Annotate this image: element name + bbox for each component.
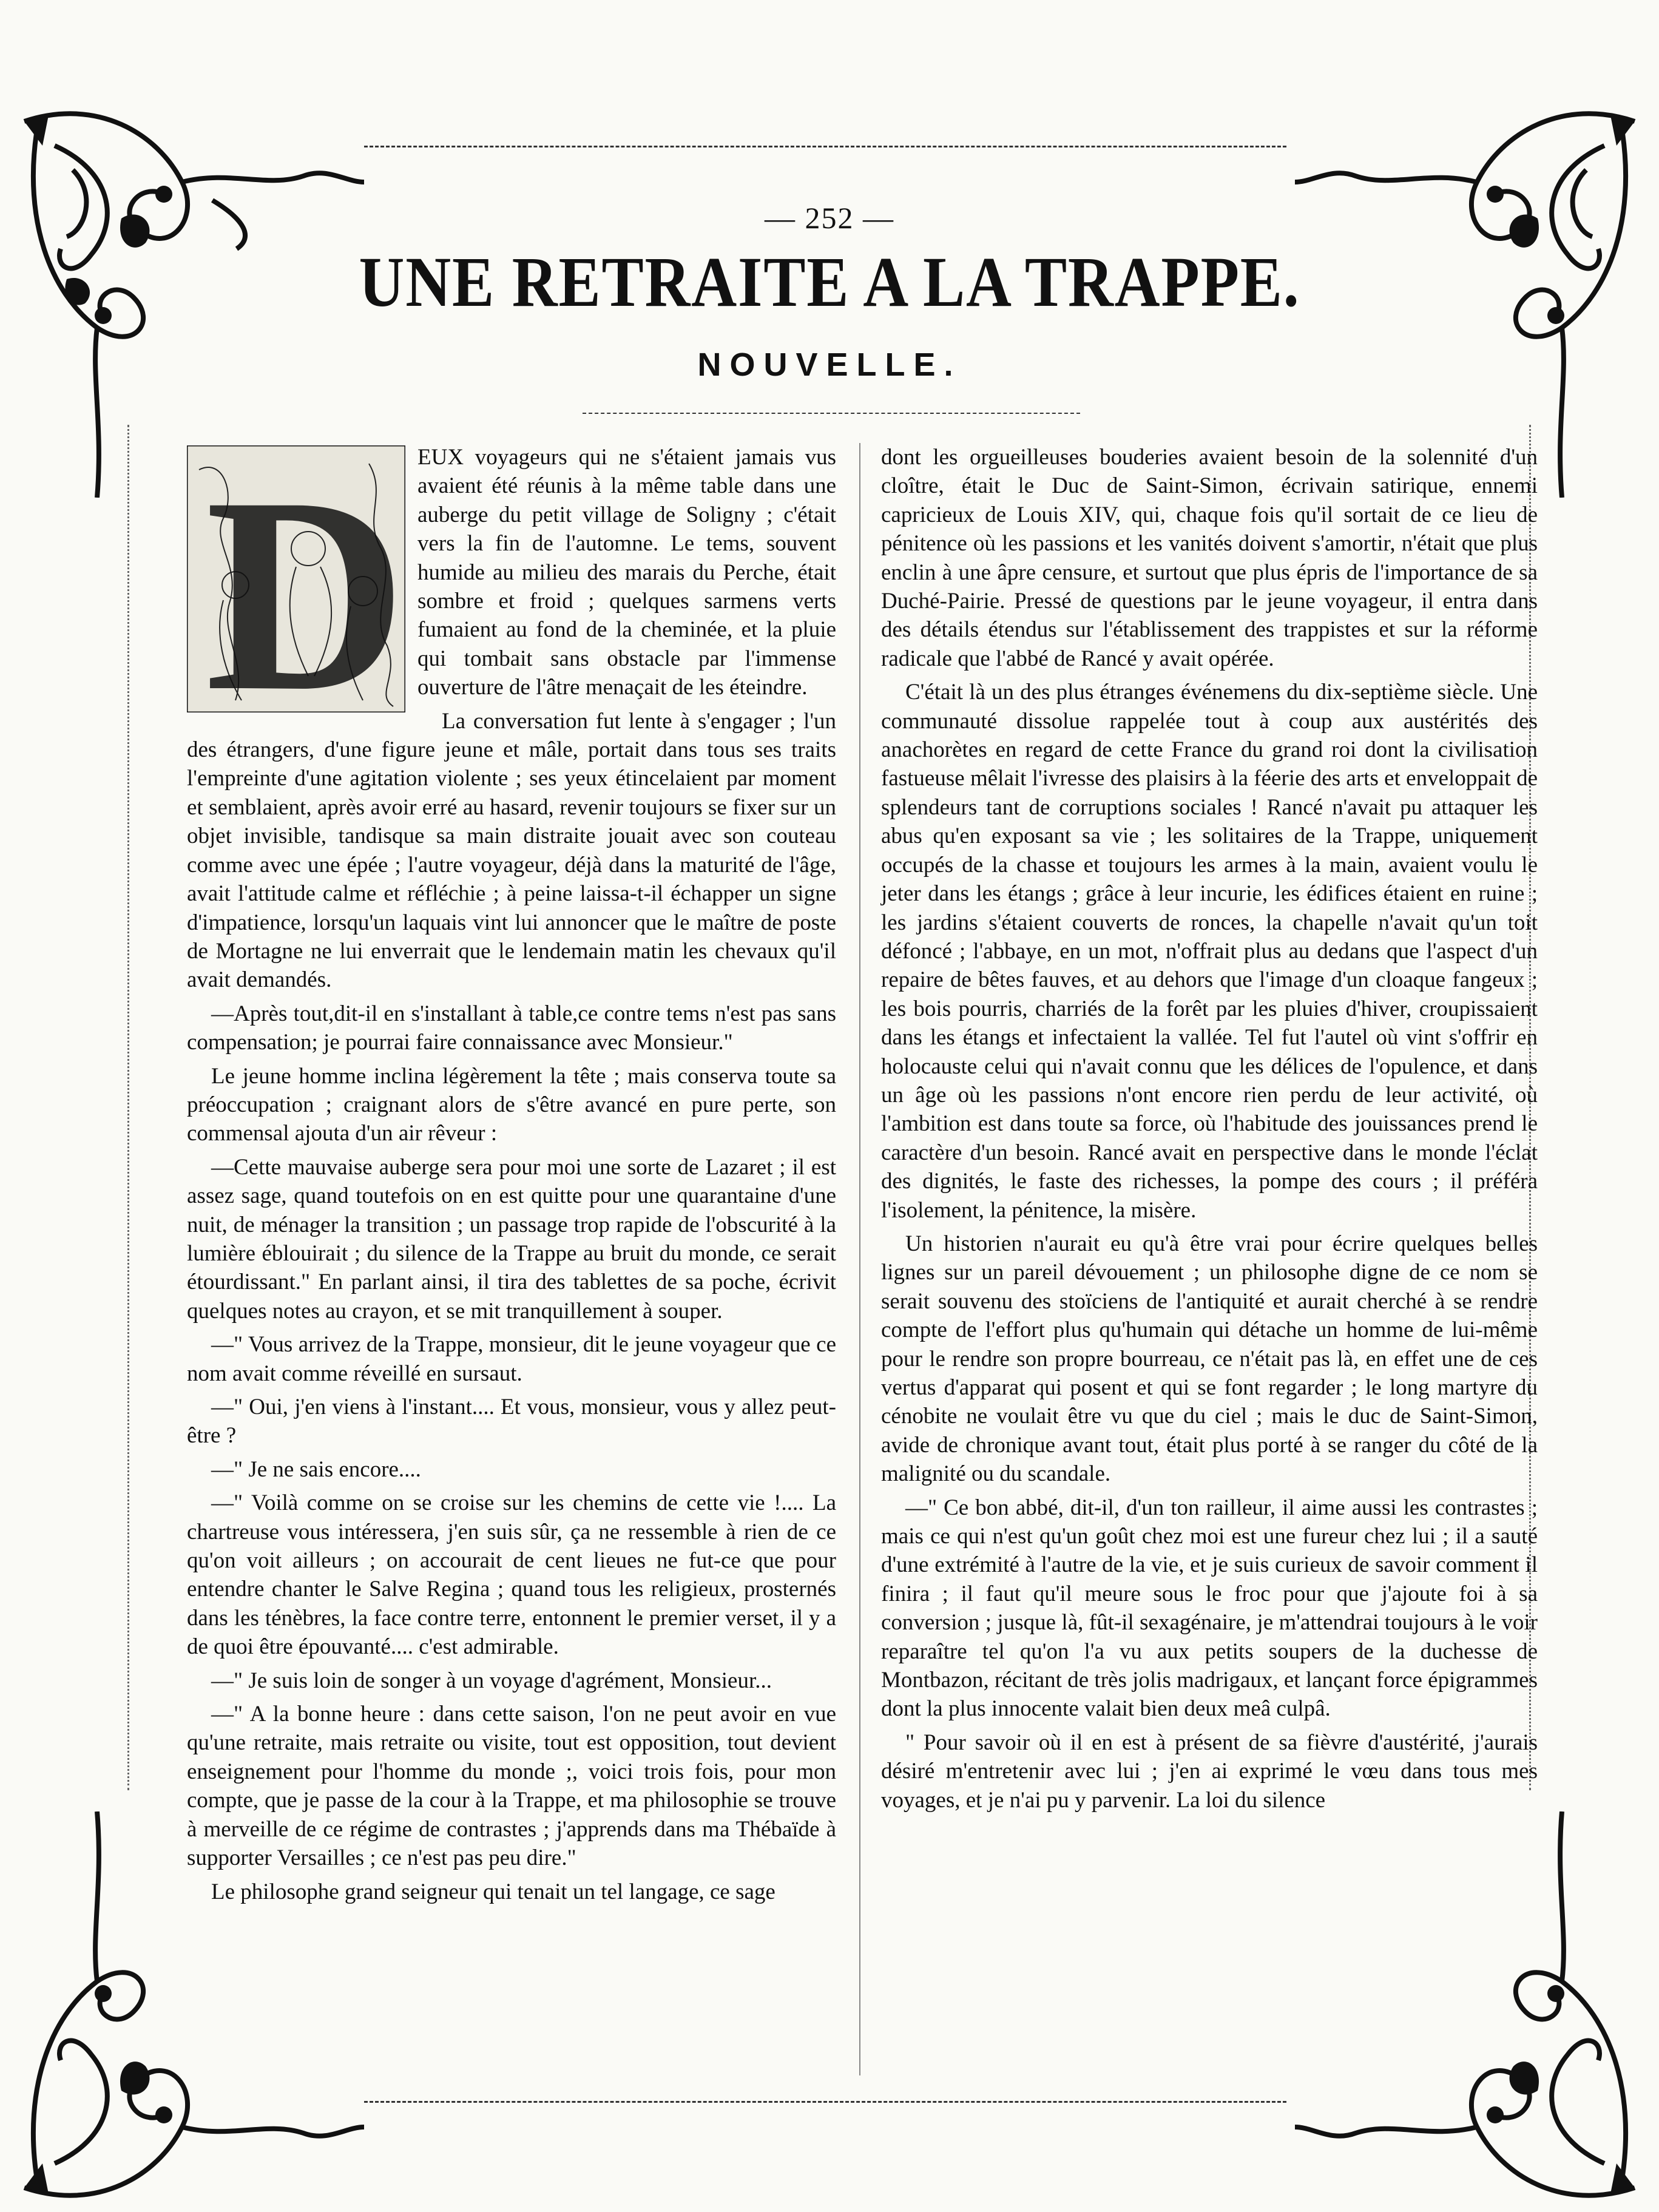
paragraph: dont les orgueilleuses bouderies avaient besoin de la solennité d'un cloître, était le Duc de Saint-Simon, écrivain satirique, ennemi capricieux de Louis XIV, qui, chaque fois qu'il sortait de ce lieu de pénitence où les passions et les vanités doivent s'amortir, n'était que plus enclin à une âpre censure, et surtout que plus épris de l'importance de sa Duché-Pairie. Pressé de questions par le jeune voyageur, il entra dans des détails étendus sur l'établissement des trappistes et sur la réforme radicale que l'abbé de Rancé y avait opérée. xyxy=(881,445,1538,671)
article-title: UNE RETRAITE A LA TRAPPE. xyxy=(359,242,1300,322)
paragraph: La conversation fut lente à s'engager ; l'un des étrangers, d'une figure jeune et mâle, portait dans tous ses traits l'empreinte d'une agitation violente ; ses yeux étincelaient par moment et semblaient, après avoir erré au hasard, revenir toujours se fixer sur un objet invisible, tandisque sa main distraite jouait avec son couteau comme avec une épée ; l'autre voyageur, déjà dans la maturité de l'âge, avait l'attitude calme et réfléchie ; à peine laissa-t-il échapper un signe d'impatience, lorsqu'un laquais vint lui annoncer que le maître de poste de Mortagne ne lui enverrait que le lendemain matin les chevaux qu'il avait demandés. xyxy=(187,708,836,993)
bottom-border-rule xyxy=(364,2101,1286,2103)
text-column-right xyxy=(881,443,1538,1819)
paragraph: —" Je ne sais encore.... xyxy=(211,1456,421,1482)
illuminated-dropcap xyxy=(187,445,405,712)
paragraph: C'était là un des plus étranges événemens du dix-septième siècle. Une communauté dissolue rappelée tout à coup aux austérités des anachorètes en regard de cette France du grand roi dont la civilisation fastueuse mêlait l'ivresse des plaisirs à la féerie des arts et enveloppait de splendeurs tant de corruptions sociales ! Rancé n'avait pu attaquer les abus qu'en exposant sa vie ; les solitaires de la Trappe, uniquement occupés de la chasse et toujours les armes à la main, avaient voulu le jeter dans les étangs ; grâce à leur incurie, les édifices étaient en ruine ; les jardins s'étaient couverts de ronces, la chapelle n'avait qu'un toit défoncé ; l'abbaye, en un mot, n'offrait plus au dedans que l'aspect d'un repaire de bêtes fauves, et au dehors que l'image d'un cloaque fangeux ; les bois pourris, charriés de la forêt par les pluies d'hiver, croupissaient dans les étangs et infectaient la vallée. Tel fut l'autel où vint s'offrir en holocauste celui qui n'avait connu que les délices de l'opulence, et dans un âge où les passions n'ont encore rien perdu de leur activité, où l'ambition est dans toute sa force, où l'habitude des jouissances prend le caractère d'un besoin. Rancé avait en perspective dans le monde l'éclat des dignités, le faste des richesses, la pompe des cours ; il préféra l'isolement, la pénitence, la misère. xyxy=(881,680,1538,1223)
paragraph: Un historien n'aurait eu qu'à être vrai pour écrire quelques belles lignes sur un pareil dévouement ; un philosophe digne de ce nom se serait souvenu des stoïciens de l'antiquité et aurait cherché à se rendre compte de l'effort plus qu'humain qui détache un homme de lui-même pour le rendre son propre bourreau, ce n'était pas là, en effet une de ces vertus d'apparat qui posent et qui se font regarder ; le long martyre du cénobite ne voulait être vu que du ciel ; mais le duc de Saint-Simon, avide de chronique avant tout, était plus porté à se ranger du côté de la malignité ou du scandale. xyxy=(881,1231,1538,1487)
title-separator xyxy=(583,413,1080,414)
paragraph: —" A la bonne heure : dans cette saison, l'on ne peut avoir en vue qu'une retraite, mais retraite ou visite, tout est opposition, tout devient enseignement pour l'homme du monde ;, voici trois fois, pour mon compte, que je passe de la cour à la Trappe, et ma philosophie se trouve à merveille de ce régime de contrastes ; j'apprends dans ma Thébaïde à supporter Versailles ; ce n'est pas peu dire." xyxy=(187,1702,836,1871)
paragraph: EUX voyageurs qui ne s'étaient jamais vus avaient été réunis à la même table dans une auberge du petit village de Soligny ; c'était vers la fin de l'automne. Le tems, souvent humide au milieu des marais du Perche, était sombre et froid ; quelques sarmens verts fumaient au fond de la cheminée, et la pluie qui tombait sans obstacle par l'immense ouverture de l'âtre menaçait de les éteindre. xyxy=(417,445,836,700)
paragraph: Le jeune homme inclina légèrement la tête ; mais conserva toute sa préoccupation ; craignant alors de s'être avancé en pure perte, son commensal ajouta d'un air rêveur : xyxy=(187,1063,836,1146)
paragraph: Le philosophe grand seigneur qui tenait un tel langage, ce sage xyxy=(211,1879,775,1904)
left-border-rule xyxy=(127,425,129,1790)
paragraph: —Cette mauvaise auberge sera pour moi une sorte de Lazaret ; il est assez sage, quand toutefois on en est quitte pour une quarantaine d'une nuit, de ménager la transition ; un passage trop rapide de l'obscurité à la lumière éblouirait ; du silence de la Trappe au bruit du monde, ce serait étourdissant." En parlant ainsi, il tira des tablettes de sa poche, écrivit quelques notes au crayon, et se mit tranquillement à souper. xyxy=(187,1154,836,1324)
text-column-left xyxy=(187,443,836,1911)
paragraph: —" Voilà comme on se croise sur les chemins de cette vie !.... La chartreuse vous intéressera, j'en suis sûr, ça ne ressemble à rien de ce qu'on voit ailleurs ; on accourait de cent lieues ne fut-ce que pour entendre chanter le Salve Regina ; quand tous les religieux, prosternés dans les ténèbres, la face contre terre, entonnent le premier verset, il y a de quoi être épouvanté.... c'est admirable. xyxy=(187,1490,836,1660)
paragraph: —" Ce bon abbé, dit-il, d'un ton railleur, il aime aussi les contrastes ; mais ce qui n'est qu'un goût chez moi est une fureur chez lui ; il a sauté d'une extrémité à l'autre de la vie, et je suis curieux de savoir comment il finira ; il faut qu'il meure sous le froc pour que j'ajoute foi à sa conversion ; jusque là, fût-il sexagénaire, je m'attendrai toujours à le voir reparaître tel qu'on l'a vu aux petits soupers de la duchesse de Montbazon, récitant de très jolis madrigaux, et lançant force épigrammes dont la plus innocente valait bien deux meâ culpâ. xyxy=(881,1495,1538,1722)
corner-ornament-bottom-right xyxy=(1295,1811,1659,2212)
paragraph: —Après tout,dit-il en s'installant à table,ce contre tems n'est pas sans compensation; je pourrai faire connaissance avec Monsieur." xyxy=(187,1001,836,1055)
paragraph: —" Oui, j'en viens à l'instant.... Et vous, monsieur, vous y allez peut-être ? xyxy=(187,1395,836,1449)
page-number: — 252 — xyxy=(765,201,894,235)
top-border-rule xyxy=(364,146,1286,147)
column-separator xyxy=(859,443,860,2075)
paragraph: " Pour savoir où il en est à présent de sa fièvre d'austérité, j'aurais désiré m'entretenir avec lui ; j'en ai exprimé le vœu dans tous mes voyages, et je n'ai pu y parvenir. La loi du silence xyxy=(881,1730,1538,1813)
paragraph: —" Je suis loin de songer à un voyage d'agrément, Monsieur... xyxy=(211,1668,772,1693)
paragraph: —" Vous arrivez de la Trappe, monsieur, dit le jeune voyageur que ce nom avait comme réveillé en sursaut. xyxy=(187,1332,836,1386)
dropcap-letter: D xyxy=(205,445,405,712)
article-subtitle: NOUVELLE. xyxy=(697,347,962,383)
